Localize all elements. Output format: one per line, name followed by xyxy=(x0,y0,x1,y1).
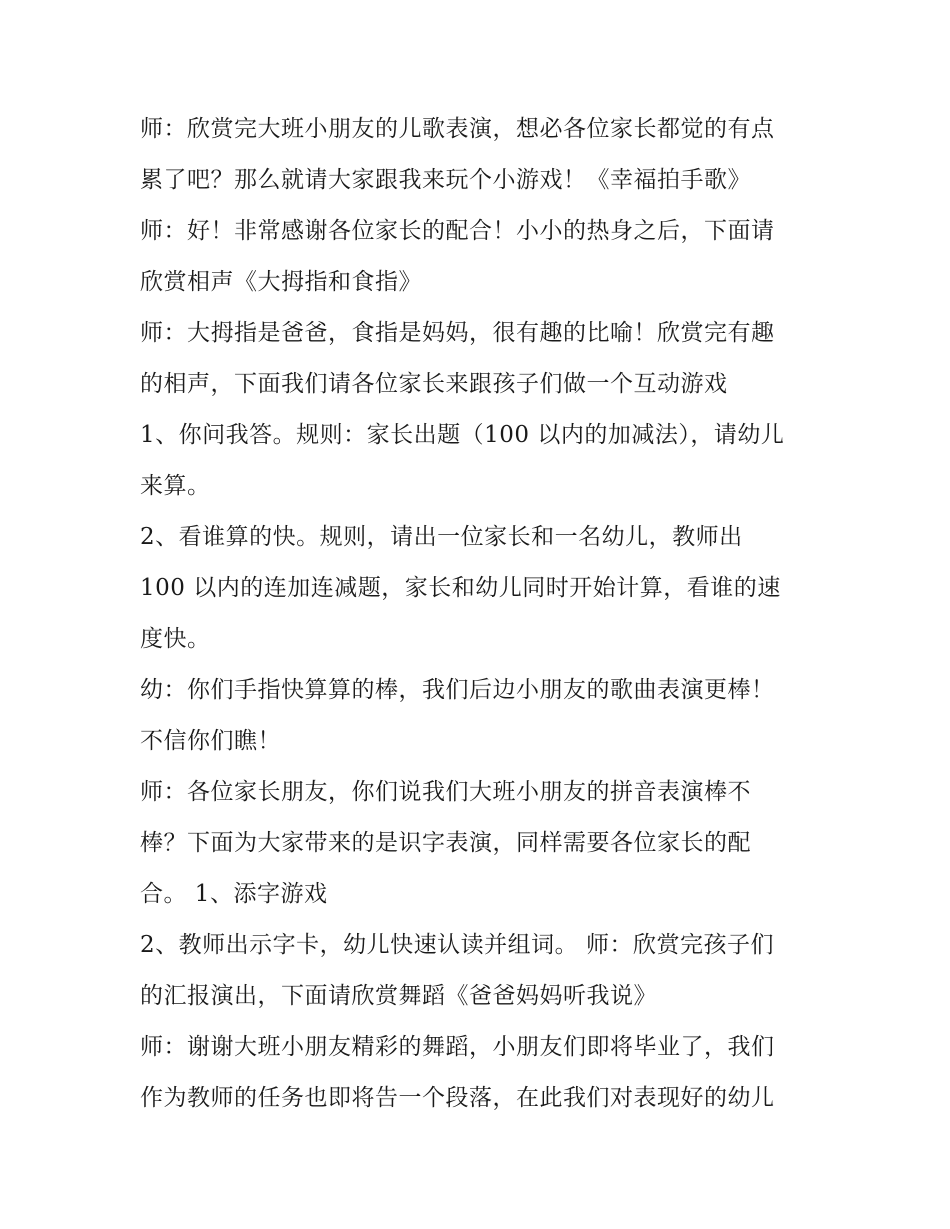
document-body xyxy=(140,104,830,1124)
text-line: 合。 1、添字游戏 xyxy=(140,881,328,907)
text-line: 欣赏相声《大拇指和食指》 xyxy=(140,269,422,295)
text-line: 100 以内的连加连减题，家长和幼儿同时开始计算，看谁的速 xyxy=(140,575,781,601)
text-line: 师：好！非常感谢各位家长的配合！小小的热身之后，下面请 xyxy=(140,218,775,244)
text-line: 2、看谁算的快。规则，请出一位家长和一名幼儿，教师出 xyxy=(140,524,743,550)
text-line: 来算。 xyxy=(140,473,211,499)
text-line: 师：大拇指是爸爸，食指是妈妈，很有趣的比喻！欣赏完有趣 xyxy=(140,320,775,346)
text-line: 的相声，下面我们请各位家长来跟孩子们做一个互动游戏 xyxy=(140,371,728,397)
text-line: 幼：你们手指快算算的棒，我们后边小朋友的歌曲表演更棒！ xyxy=(140,677,775,703)
text-line: 棒？下面为大家带来的是识字表演，同样需要各位家长的配 xyxy=(140,830,751,856)
text-line: 的汇报演出，下面请欣赏舞蹈《爸爸妈妈听我说》 xyxy=(140,983,657,1009)
text-line: 度快。 xyxy=(140,626,211,652)
text-line: 2、教师出示字卡，幼儿快速认读并组词。 师：欣赏完孩子们 xyxy=(140,932,774,958)
text-line: 师：各位家长朋友，你们说我们大班小朋友的拼音表演棒不 xyxy=(140,779,751,805)
text-line: 1、你问我答。规则：家长出题（100 以内的加减法），请幼儿 xyxy=(140,422,785,448)
text-line: 师：谢谢大班小朋友精彩的舞蹈，小朋友们即将毕业了，我们 xyxy=(140,1034,775,1060)
text-line: 累了吧？那么就请大家跟我来玩个小游戏！《幸福拍手歌》 xyxy=(140,167,751,193)
text-line: 不信你们瞧！ xyxy=(140,728,281,754)
text-line: 作为教师的任务也即将告一个段落，在此我们对表现好的幼儿 xyxy=(140,1085,775,1111)
text-line: 师：欣赏完大班小朋友的儿歌表演，想必各位家长都觉的有点 xyxy=(140,116,775,142)
